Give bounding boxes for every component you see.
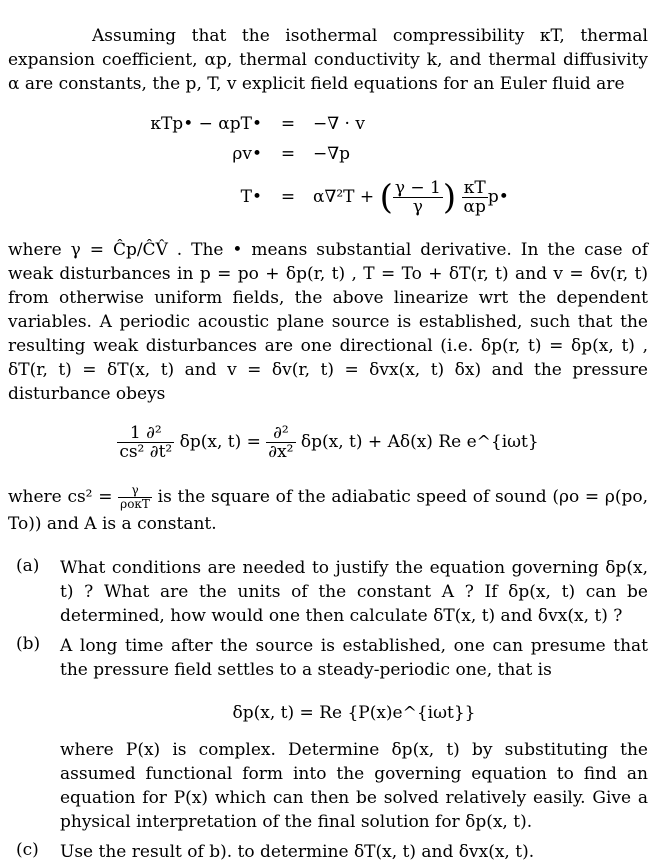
linearization-text: where γ = Ĉp/ĈV̂ . The • means substantial derivative. In the case of weak disturbances in p = po + δp(r, t) , T = To + δT(r, t) and v = δv(r, t) from otherwise uniform fields, the above linearize wrt the dependent variables. A periodic acoustic plane source is established, such that the resulting weak disturbances are one directional (i.e. δp(r, t) = δp(x, t) , δT(r, t) = δT(x, t) and v = δv(r, t) = δvx(x, t) δx) and the pressure disturbance obeys <box>8 240 648 404</box>
wave-rhs-den: ∂x² <box>268 442 294 462</box>
kappa-frac-den: αp <box>463 197 486 217</box>
wave-rhs-tail: δp(x, t) + Aδ(x) Re e^{iωt} <box>300 432 539 452</box>
sound-speed-b: is the square of the adiabatic speed of sound (ρo = ρ(po, To)) and A is a constant. <box>8 487 649 534</box>
intro-paragraph <box>8 24 648 96</box>
question-c-text: Use the result of b). to determine δT(x, t) and δvx(x, t). <box>60 842 535 862</box>
eq2-equals: = <box>280 144 296 164</box>
question-c <box>16 840 648 864</box>
intro-text: Assuming that the isothermal compressibility κT, thermal expansion coefficient, αp, thermal conductivity k, and thermal diffusivity α are constants, the p, T, v explicit field equations for an Euler fluid are <box>8 26 648 94</box>
wave-lhs-fraction <box>117 424 174 461</box>
left-paren: ( <box>379 177 393 218</box>
kappa-frac-num: κT <box>462 179 488 198</box>
wave-rhs-fraction <box>266 424 295 461</box>
eq1-lhs: κTp• − αpT• <box>150 114 262 134</box>
right-paren: ) <box>442 177 457 218</box>
eq3-rhs <box>313 175 509 219</box>
sound-speed-a: where cs² = <box>8 487 113 507</box>
linearization-paragraph <box>8 238 648 406</box>
sound-frac-num: γ <box>118 484 152 498</box>
question-b-text2: where P(x) is complex. Determine δp(x, t) by substituting the assumed functional form into the governing equation to find an equation for P(x) which can then be solved relatively easily. Give a physical interpretation of the final solution for δp(x, t). <box>60 740 648 832</box>
gamma-fraction <box>393 179 443 216</box>
wave-equation <box>8 420 648 464</box>
question-b-label: (b) <box>16 634 41 654</box>
eq1-equals: = <box>280 114 296 134</box>
question-a-label: (a) <box>16 556 40 576</box>
gamma-frac-den: γ <box>412 197 423 217</box>
sound-speed-paragraph <box>8 484 648 537</box>
eq1-rhs: −∇ · v <box>313 114 365 134</box>
question-a <box>16 556 648 632</box>
steady-periodic-equation: δp(x, t) = Re {P(x)e^{iωt}} <box>232 703 476 723</box>
eq3-tail: p• <box>487 187 509 207</box>
eq3-rhs-a: α∇²T + <box>313 187 375 207</box>
eq3-equals: = <box>280 187 296 207</box>
equation-row-2 <box>8 139 648 169</box>
eq3-lhs: T• <box>240 187 262 207</box>
question-a-text: What conditions are needed to justify the equation governing δp(x, t) ? What are the units of the constant A ? If δp(x, t) can be determined, how would one then calculate δT(x, t) and δvx(x, t) ? <box>60 558 648 626</box>
wave-lhs-num: 1 ∂² <box>117 424 174 443</box>
kappa-alpha-fraction <box>462 179 488 216</box>
equation-row-1 <box>8 109 648 139</box>
eq2-rhs: −∇p <box>313 144 350 164</box>
sound-frac-den: ρoκT <box>120 497 150 511</box>
wave-lhs-den: cs² ∂t² <box>119 442 173 462</box>
question-b-text: A long time after the source is established, one can presume that the pressure field settles to a steady-periodic one, that is <box>60 636 648 680</box>
question-b <box>16 634 648 834</box>
wave-rhs-num: ∂² <box>266 424 295 443</box>
wave-lhs-tail: δp(x, t) = <box>179 432 261 452</box>
eq2-lhs: ρv• <box>232 144 262 164</box>
gamma-frac-num: γ − 1 <box>394 178 441 198</box>
question-c-label: (c) <box>16 840 39 860</box>
sound-speed-fraction <box>118 484 152 511</box>
equation-row-3 <box>8 175 648 219</box>
